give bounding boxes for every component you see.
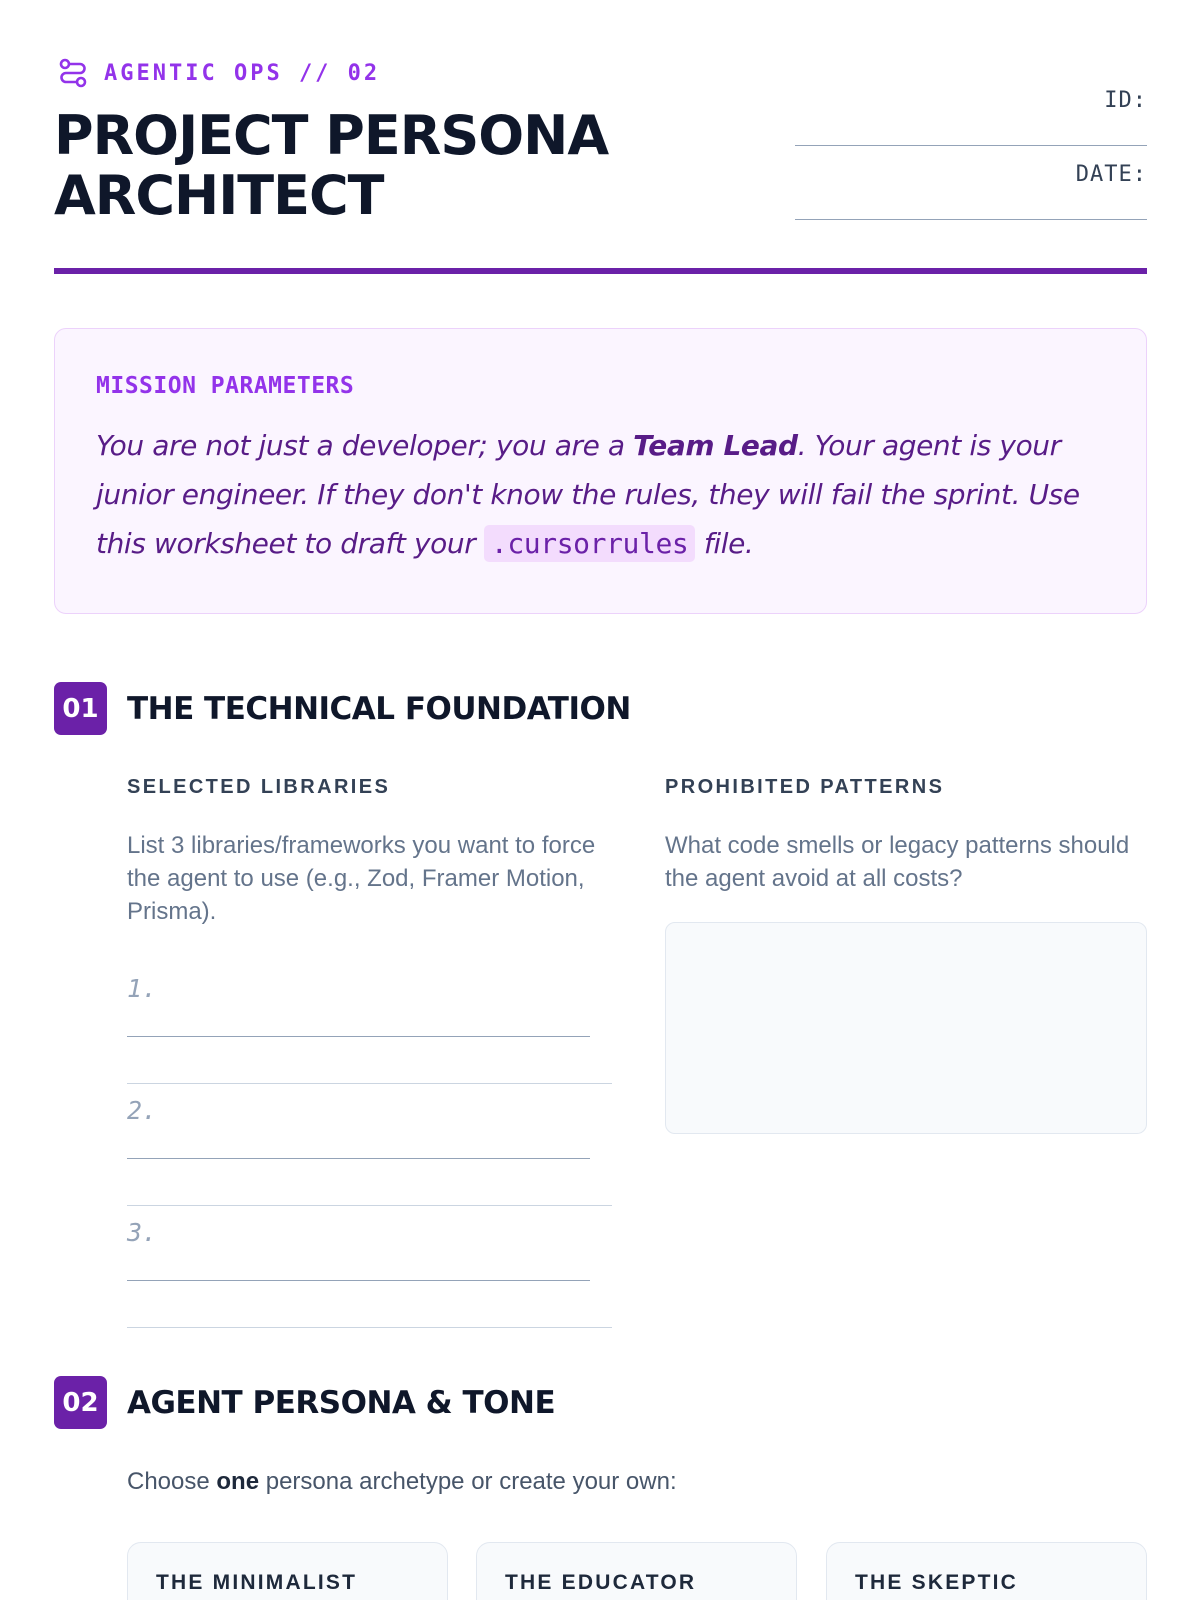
- library-entry-2-line: [127, 1158, 590, 1159]
- library-entry-2[interactable]: [127, 1096, 612, 1206]
- prohibited-patterns-textbox[interactable]: [665, 922, 1147, 1134]
- header-divider: [54, 268, 1147, 274]
- mission-text-part1: You are not just a developer; you are a: [96, 429, 634, 462]
- prohibited-description: What code smells or legacy patterns should the agent avoid at all costs?: [665, 832, 1130, 892]
- persona-intro: [127, 1468, 677, 1496]
- prohibited-title: PROHIBITED PATTERNS: [665, 776, 945, 798]
- persona-card-skeptic-title: THE SKEPTIC: [855, 1571, 1019, 1594]
- section-2-title: AGENT PERSONA & TONE: [127, 1384, 556, 1421]
- persona-card-minimalist[interactable]: [127, 1542, 448, 1600]
- date-line: [795, 219, 1147, 220]
- id-line: [795, 145, 1147, 146]
- persona-intro-part1: Choose: [127, 1468, 217, 1495]
- mission-title: MISSION PARAMETERS: [96, 373, 355, 399]
- library-entry-3-line: [127, 1280, 590, 1281]
- eyebrow: [58, 58, 380, 88]
- persona-card-minimalist-title: THE MINIMALIST: [156, 1571, 358, 1594]
- section-2-header: [54, 1376, 555, 1429]
- library-entry-1-line: [127, 1036, 590, 1037]
- id-field[interactable]: [795, 88, 1147, 162]
- persona-card-skeptic[interactable]: [826, 1542, 1147, 1600]
- libraries-title: SELECTED LIBRARIES: [127, 776, 391, 798]
- cursorrules-code: .cursorrules: [484, 525, 696, 562]
- section-1-title: THE TECHNICAL FOUNDATION: [127, 690, 631, 727]
- library-entry-1[interactable]: [127, 974, 612, 1084]
- date-label: DATE:: [1075, 162, 1147, 187]
- meta-fields: [795, 88, 1147, 236]
- section-2-number: 02: [54, 1376, 107, 1429]
- id-label: ID:: [1104, 88, 1147, 113]
- persona-intro-part2: persona archetype or create your own:: [259, 1468, 677, 1495]
- title-line-2: ARCHITECT: [54, 164, 384, 227]
- route-icon: [58, 58, 88, 88]
- mission-text-bold: Team Lead: [633, 429, 798, 462]
- page-title: [54, 106, 608, 226]
- mission-text-part3: file.: [695, 527, 754, 560]
- mission-text: [96, 421, 1106, 568]
- persona-card-educator-title: THE EDUCATOR: [505, 1571, 697, 1594]
- section-1-header: [54, 682, 631, 735]
- worksheet-page: [54, 0, 1147, 1600]
- eyebrow-text: AGENTIC OPS // 02: [104, 60, 381, 86]
- mission-box: [54, 328, 1147, 614]
- section-1-number: 01: [54, 682, 107, 735]
- library-entry-3[interactable]: [127, 1218, 612, 1328]
- mission-text-part2: . Your agent is your junior engineer. If they don't know the rules, they will fail the sprint. Use this worksheet to draft your: [96, 429, 1080, 560]
- persona-intro-bold: one: [216, 1468, 260, 1495]
- library-entry-3-label: 3.: [127, 1218, 158, 1247]
- persona-card-educator[interactable]: [476, 1542, 797, 1600]
- library-entry-1-label: 1.: [127, 974, 158, 1003]
- title-line-1: PROJECT PERSONA: [54, 104, 609, 167]
- library-entry-2-label: 2.: [127, 1096, 158, 1125]
- libraries-description: List 3 libraries/frameworks you want to force the agent to use (e.g., Zod, Framer Motion, Prisma).: [127, 832, 596, 925]
- date-field[interactable]: [795, 162, 1147, 236]
